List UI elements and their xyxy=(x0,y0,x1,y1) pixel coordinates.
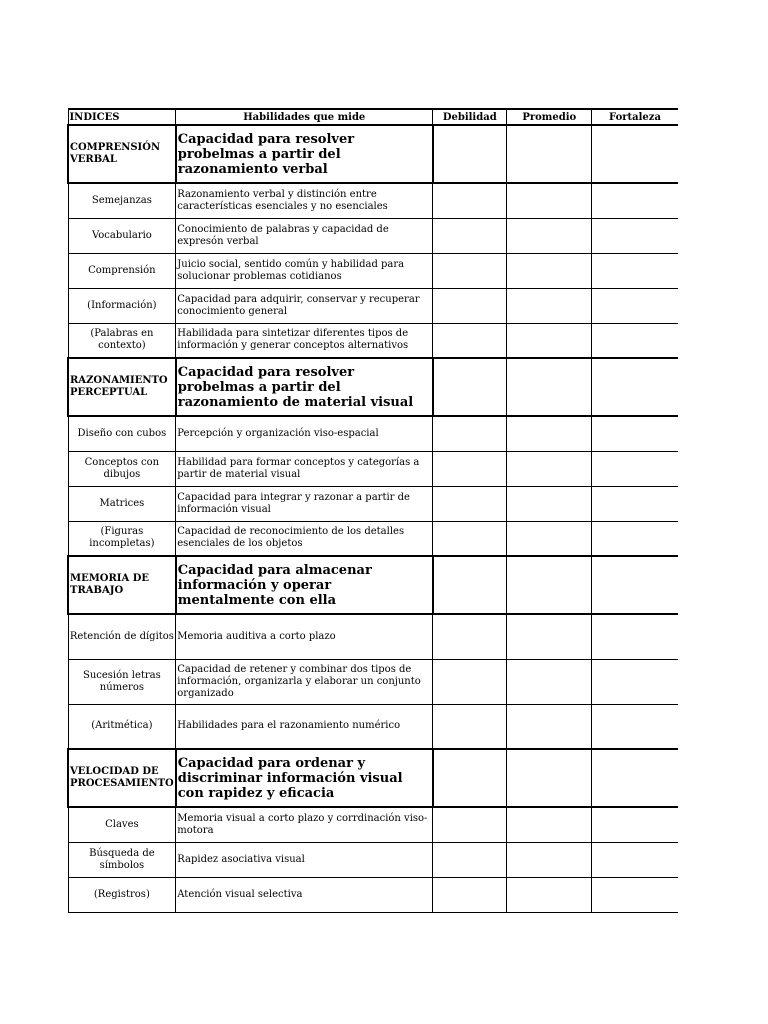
subtest-row xyxy=(68,416,678,451)
subtest-description: Capacidad de retener y combinar dos tipos de información, organizarla y elaborar un conjunto organizado xyxy=(176,659,433,704)
promedio-cell xyxy=(507,183,592,218)
fortaleza-cell xyxy=(592,183,678,218)
subtest-description: Memoria auditiva a corto plazo xyxy=(176,614,433,659)
promedio-cell xyxy=(507,253,592,288)
category-description: Capacidad para almacenar información y operar mentalmente con ella xyxy=(176,556,433,614)
debilidad-cell xyxy=(433,659,507,704)
header-promedio: Promedio xyxy=(507,109,592,125)
subtest-description: Habilidad para formar conceptos y categorías a partir de material visual xyxy=(176,451,433,486)
promedio-cell xyxy=(507,659,592,704)
subtest-row xyxy=(68,659,678,704)
header-indices: INDICES xyxy=(68,109,176,125)
subtest-name: Sucesión letras números xyxy=(68,659,176,704)
subtest-name: (Registros) xyxy=(68,877,176,912)
header-fortaleza: Fortaleza xyxy=(592,109,678,125)
fortaleza-cell xyxy=(592,125,678,183)
category-description: Capacidad para ordenar y discriminar información visual con rapidez y eficacia xyxy=(176,749,433,807)
promedio-cell xyxy=(507,125,592,183)
subtest-description: Juicio social, sentido común y habilidad para solucionar problemas cotidianos xyxy=(176,253,433,288)
subtest-row xyxy=(68,451,678,486)
promedio-cell xyxy=(507,704,592,749)
fortaleza-cell xyxy=(592,486,678,521)
fortaleza-cell xyxy=(592,877,678,912)
subtest-row xyxy=(68,253,678,288)
debilidad-cell xyxy=(433,218,507,253)
promedio-cell xyxy=(507,218,592,253)
promedio-cell xyxy=(507,877,592,912)
subtest-row xyxy=(68,807,678,842)
fortaleza-cell xyxy=(592,704,678,749)
category-description: Capacidad para resolver probelmas a partir del razonamiento de material visual xyxy=(176,358,433,416)
debilidad-cell xyxy=(433,807,507,842)
subtest-description: Capacidad para adquirir, conservar y recuperar conocimiento general xyxy=(176,288,433,323)
fortaleza-cell xyxy=(592,659,678,704)
subtest-name: Conceptos con dibujos xyxy=(68,451,176,486)
category-row-comprension-verbal xyxy=(68,125,678,183)
fortaleza-cell xyxy=(592,556,678,614)
subtest-row xyxy=(68,842,678,877)
subtest-row xyxy=(68,614,678,659)
subtest-description: Memoria visual a corto plazo y corrdinación viso-motora xyxy=(176,807,433,842)
debilidad-cell xyxy=(433,323,507,358)
subtest-description: Rapidez asociativa visual xyxy=(176,842,433,877)
subtest-description: Razonamiento verbal y distinción entre características esenciales y no esenciales xyxy=(176,183,433,218)
fortaleza-cell xyxy=(592,842,678,877)
subtest-name: (Palabras en contexto) xyxy=(68,323,176,358)
subtest-name: Claves xyxy=(68,807,176,842)
fortaleza-cell xyxy=(592,416,678,451)
subtest-name: (Información) xyxy=(68,288,176,323)
category-name: RAZONAMIENTO PERCEPTUAL xyxy=(68,358,176,416)
category-row-velocidad-de-procesamiento xyxy=(68,749,678,807)
fortaleza-cell xyxy=(592,288,678,323)
subtest-name: Matrices xyxy=(68,486,176,521)
promedio-cell xyxy=(507,288,592,323)
category-description: Capacidad para resolver probelmas a partir del razonamiento verbal xyxy=(176,125,433,183)
promedio-cell xyxy=(507,842,592,877)
fortaleza-cell xyxy=(592,253,678,288)
debilidad-cell xyxy=(433,486,507,521)
subtest-row xyxy=(68,183,678,218)
subtest-row xyxy=(68,486,678,521)
promedio-cell xyxy=(507,556,592,614)
subtest-name: Búsqueda de símbolos xyxy=(68,842,176,877)
category-name: MEMORIA DE TRABAJO xyxy=(68,556,176,614)
promedio-cell xyxy=(507,358,592,416)
debilidad-cell xyxy=(433,877,507,912)
fortaleza-cell xyxy=(592,323,678,358)
subtest-name: (Figuras incompletas) xyxy=(68,521,176,556)
fortaleza-cell xyxy=(592,358,678,416)
subtest-description: Habilidades para el razonamiento numérico xyxy=(176,704,433,749)
debilidad-cell xyxy=(433,253,507,288)
category-row-memoria-de-trabajo xyxy=(68,556,678,614)
fortaleza-cell xyxy=(592,614,678,659)
subtest-name: Semejanzas xyxy=(68,183,176,218)
promedio-cell xyxy=(507,451,592,486)
debilidad-cell xyxy=(433,183,507,218)
debilidad-cell xyxy=(433,358,507,416)
debilidad-cell xyxy=(433,125,507,183)
fortaleza-cell xyxy=(592,218,678,253)
subtest-row xyxy=(68,218,678,253)
category-name: COMPRENSIÓN VERBAL xyxy=(68,125,176,183)
subtest-description: Capacidad para integrar y razonar a partir de información visual xyxy=(176,486,433,521)
subtest-row xyxy=(68,704,678,749)
header-row xyxy=(68,109,678,125)
promedio-cell xyxy=(507,323,592,358)
debilidad-cell xyxy=(433,451,507,486)
debilidad-cell xyxy=(433,749,507,807)
debilidad-cell xyxy=(433,521,507,556)
debilidad-cell xyxy=(433,288,507,323)
subtest-name: Comprensión xyxy=(68,253,176,288)
fortaleza-cell xyxy=(592,807,678,842)
category-row-razonamiento-perceptual xyxy=(68,358,678,416)
debilidad-cell xyxy=(433,416,507,451)
abilities-table xyxy=(67,108,678,913)
promedio-cell xyxy=(507,749,592,807)
subtest-description: Habilidada para sintetizar diferentes tipos de información y generar conceptos alternativos xyxy=(176,323,433,358)
category-name: VELOCIDAD DE PROCESAMIENTO xyxy=(68,749,176,807)
subtest-description: Capacidad de reconocimiento de los detalles esenciales de los objetos xyxy=(176,521,433,556)
subtest-row xyxy=(68,521,678,556)
fortaleza-cell xyxy=(592,521,678,556)
debilidad-cell xyxy=(433,614,507,659)
subtest-description: Atención visual selectiva xyxy=(176,877,433,912)
promedio-cell xyxy=(507,614,592,659)
header-debilidad: Debilidad xyxy=(433,109,507,125)
debilidad-cell xyxy=(433,842,507,877)
promedio-cell xyxy=(507,416,592,451)
subtest-name: Diseño con cubos xyxy=(68,416,176,451)
debilidad-cell xyxy=(433,704,507,749)
fortaleza-cell xyxy=(592,451,678,486)
subtest-description: Percepción y organización viso-espacial xyxy=(176,416,433,451)
subtest-name: Vocabulario xyxy=(68,218,176,253)
subtest-row xyxy=(68,288,678,323)
header-habilidades: Habilidades que mide xyxy=(176,109,433,125)
promedio-cell xyxy=(507,486,592,521)
debilidad-cell xyxy=(433,556,507,614)
promedio-cell xyxy=(507,521,592,556)
subtest-row xyxy=(68,877,678,912)
promedio-cell xyxy=(507,807,592,842)
fortaleza-cell xyxy=(592,749,678,807)
subtest-name: Retención de dígitos xyxy=(68,614,176,659)
subtest-row xyxy=(68,323,678,358)
subtest-name: (Aritmética) xyxy=(68,704,176,749)
subtest-description: Conocimiento de palabras y capacidad de expresón verbal xyxy=(176,218,433,253)
